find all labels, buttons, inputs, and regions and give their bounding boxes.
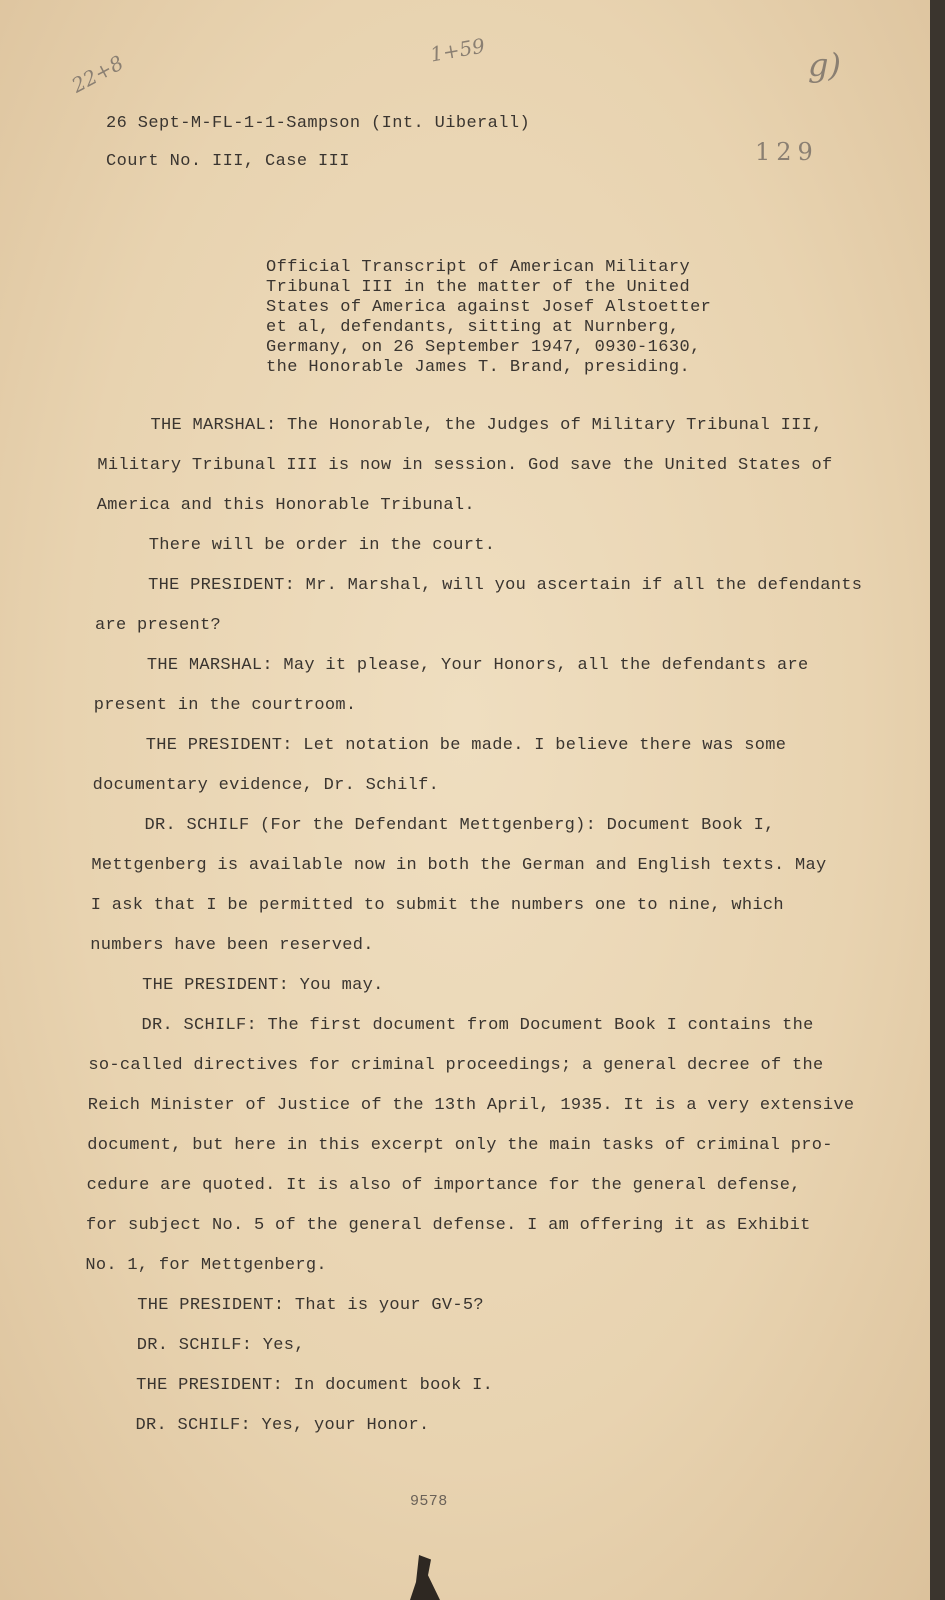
transcript-line: Mettgenberg is available now in both the German and English texts. May <box>91 856 827 875</box>
transcript-line: documentary evidence, Dr. Schilf. <box>92 776 440 795</box>
handwritten-note-left: 22+8 <box>67 50 128 98</box>
transcript-line: THE PRESIDENT: Let notation be made. I believe there was some <box>93 736 787 755</box>
header-court-line: Court No. III, Case III <box>106 152 350 171</box>
caption-line: Germany, on 26 September 1947, 0930-1630, <box>266 338 701 357</box>
transcript-line: No. 1, for Mettgenberg. <box>85 1256 327 1275</box>
caption-line: et al, defendants, sitting at Nurnberg, <box>266 318 680 337</box>
transcript-line: document, but here in this excerpt only the main tasks of criminal pro- <box>87 1136 833 1155</box>
transcript-line: DR. SCHILF: Yes, <box>84 1336 305 1355</box>
handwritten-note-center: 1+59 <box>428 33 487 67</box>
transcript-caption <box>266 258 736 378</box>
transcript-line: are present? <box>95 616 222 635</box>
transcript-line: Reich Minister of Justice of the 13th April, 1935. It is a very extensive <box>87 1096 855 1115</box>
transcript-line: present in the courtroom. <box>93 696 357 715</box>
header-reference-line: 26 Sept-M-FL-1-1-Sampson (Int. Uiberall) <box>106 114 531 133</box>
transcript-line: numbers have been reserved. <box>90 936 374 955</box>
transcript-line: Military Tribunal III is now in session. God save the United States of <box>97 456 833 475</box>
transcript-line: THE PRESIDENT: Mr. Marshal, will you ascertain if all the defendants <box>95 576 863 595</box>
transcript-line: for subject No. 5 of the general defense. I am offering it as Exhibit <box>86 1216 811 1235</box>
handwritten-page-ref: 129 <box>755 138 819 166</box>
transcript-line: DR. SCHILF: The first document from Document Book I contains the <box>89 1016 814 1035</box>
transcript-line: so-called directives for criminal proceedings; a general decree of the <box>88 1056 824 1075</box>
transcript-line: DR. SCHILF (For the Defendant Mettgenberg): Document Book I, <box>92 816 775 835</box>
transcript-line: THE MARSHAL: The Honorable, the Judges of Military Tribunal III, <box>98 416 823 435</box>
transcript-line: THE PRESIDENT: That is your GV-5? <box>84 1296 484 1315</box>
caption-line: Tribunal III in the matter of the United <box>266 278 691 297</box>
handwritten-note-right: g) <box>808 46 841 84</box>
transcript-line: THE PRESIDENT: You may. <box>89 976 384 995</box>
transcript-line: THE PRESIDENT: In document book I. <box>83 1376 494 1395</box>
transcript-line: cedure are quoted. It is also of importance for the general defense, <box>86 1176 801 1195</box>
transcript-line: DR. SCHILF: Yes, your Honor. <box>83 1416 430 1435</box>
transcript-line: I ask that I be permitted to submit the numbers one to nine, which <box>90 896 784 915</box>
caption-line: Official Transcript of American Military <box>266 258 691 277</box>
page-number: 9578 <box>410 1493 448 1510</box>
page-edge-shadow <box>930 0 945 1600</box>
paper-tear <box>410 1555 440 1600</box>
transcript-line: THE MARSHAL: May it please, Your Honors, all the defendants are <box>94 656 809 675</box>
caption-line: the Honorable James T. Brand, presiding. <box>266 358 691 377</box>
transcript-line: There will be order in the court. <box>96 536 496 555</box>
transcript-line: America and this Honorable Tribunal. <box>96 496 475 515</box>
caption-line: States of America against Josef Alstoetter <box>266 298 712 317</box>
